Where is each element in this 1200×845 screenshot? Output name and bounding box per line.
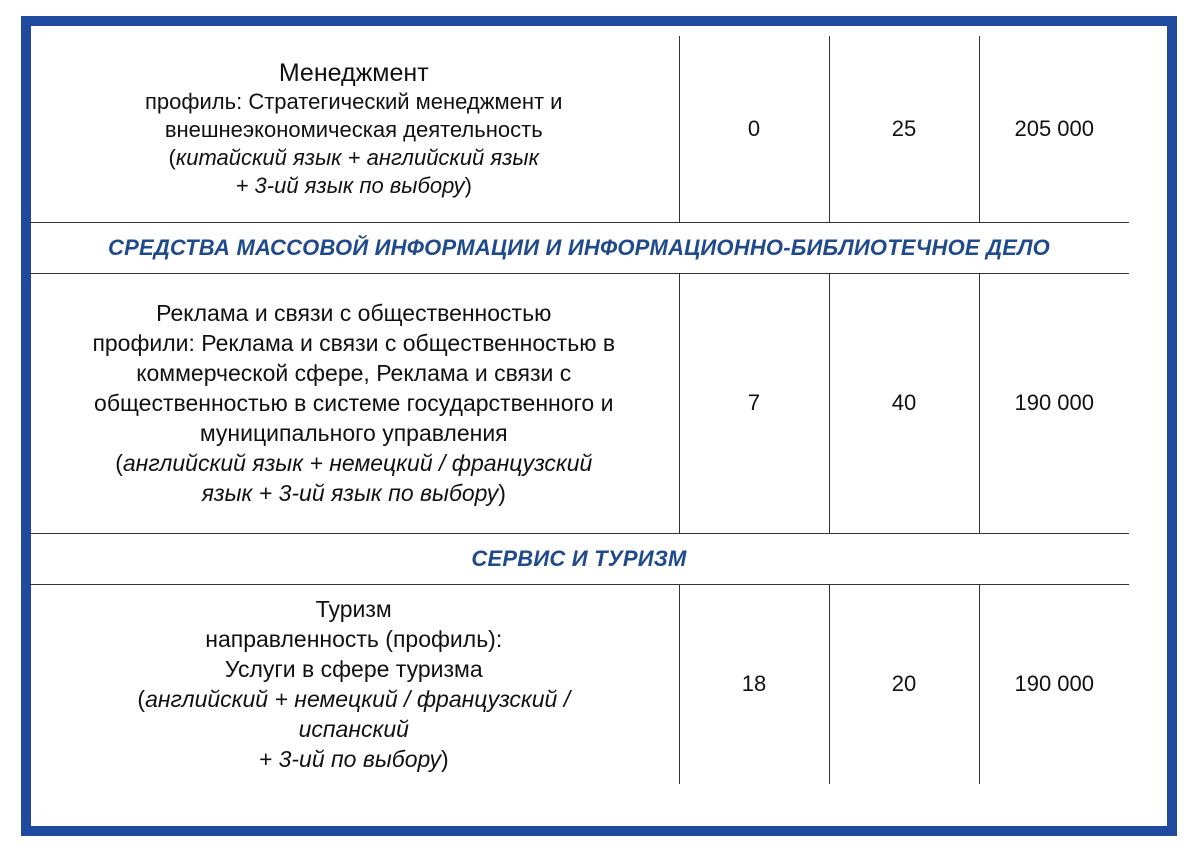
program-languages-line: + 3-ий по выбору) <box>258 746 449 773</box>
program-profile-line: коммерческой сфере, Реклама и связи с <box>136 360 572 386</box>
section-header-row <box>29 222 1129 273</box>
value-cell: 18 <box>679 584 829 784</box>
section-title: СРЕДСТВА МАССОВОЙ ИНФОРМАЦИИ И ИНФОРМАЦИОННО-БИБЛИОТЕЧНОЕ ДЕЛО <box>29 222 1129 273</box>
program-name-cell <box>29 584 679 784</box>
program-languages-line: испанский <box>298 716 409 743</box>
program-languages-line: язык + 3-ий язык по выбору) <box>201 480 506 506</box>
value-cell: 7 <box>679 273 829 533</box>
price-cell: 190 000 <box>979 273 1129 533</box>
program-profile-line: профиль: Стратегический менеджмент и <box>145 88 563 114</box>
table-row <box>29 584 1129 784</box>
program-name-cell <box>29 36 679 222</box>
program-title: Реклама и связи с общественностью <box>156 300 552 326</box>
table-row <box>29 273 1129 533</box>
program-profile-line: общественностью в системе государственного и <box>94 390 614 416</box>
price-cell: 190 000 <box>979 584 1129 784</box>
value-cell: 0 <box>679 36 829 222</box>
program-languages-line: (английский язык + немецкий / французский <box>115 450 593 476</box>
program-languages-line: (английский + немецкий / французский / <box>137 686 571 713</box>
program-profile-line: внешнеэкономическая деятельность <box>164 116 543 142</box>
section-header-row <box>29 533 1129 584</box>
program-languages-line: + 3-ий язык по выбору) <box>235 172 472 198</box>
program-profile-line: профили: Реклама и связи с общественностью в <box>92 330 616 356</box>
price-cell: 205 000 <box>979 36 1129 222</box>
table-row <box>29 36 1129 222</box>
program-title: Менеджмент <box>278 58 429 87</box>
program-profile-line: муниципального управления <box>199 420 508 446</box>
program-title: Туризм <box>315 596 392 623</box>
value-cell: 40 <box>829 273 979 533</box>
value-cell: 25 <box>829 36 979 222</box>
value-cell: 20 <box>829 584 979 784</box>
program-name-cell <box>29 273 679 533</box>
program-profile-line: направленность (профиль): <box>205 626 503 653</box>
section-title: СЕРВИС И ТУРИЗМ <box>29 533 1129 584</box>
program-profile-line: Услуги в сфере туризма <box>224 656 483 683</box>
programs-table <box>29 36 1129 784</box>
program-languages-line: (китайский язык + английский язык <box>168 144 539 170</box>
